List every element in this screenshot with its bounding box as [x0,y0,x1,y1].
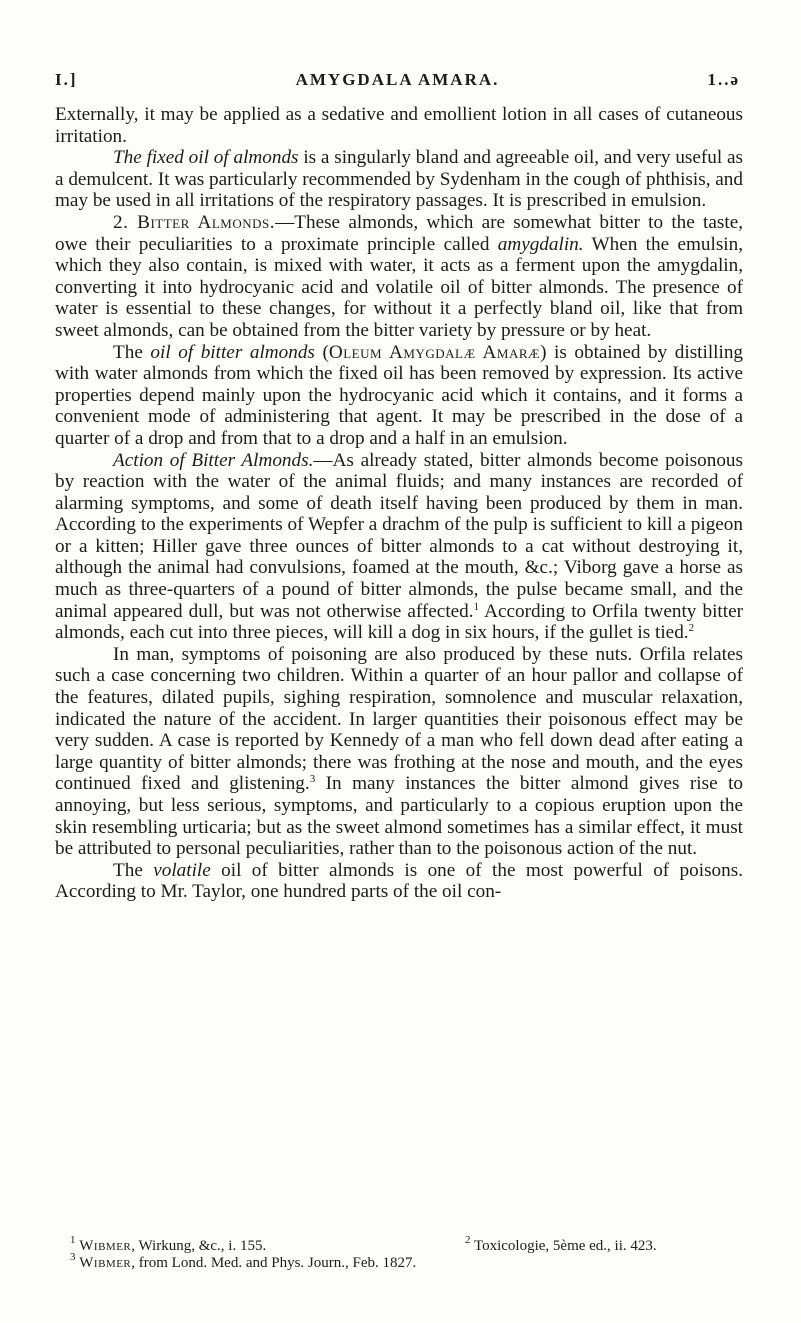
page-title: AMYGDALA AMARA. [295,70,500,89]
emphasis-oil-bitter-almonds: oil of bitter almonds [150,341,315,363]
paragraph-fixed-oil: The fixed oil of almonds is a singularly bland and agreeable oil, and very useful as a demulcent. It was particularly recommended by Sydenham in the cough of phthisis, and may be used in all irritations of the respiratory passages. It is prescribed in emulsion. [55,147,743,212]
footnote-ref[interactable]: 2 [688,622,695,635]
footnote-3: $^3$ Wibmer, from Lond. Med. and Phys. Journ., Feb. 1827. [70,1251,417,1271]
paragraph-volatile-oil: The volatile oil of bitter almonds is one of the most powerful of poisons. According to Mr. Taylor, one hundred parts of the oil con- [55,859,743,903]
paragraph-action: Action of Bitter Almonds.—As already stated, bitter almonds become poisonous by reaction with the water of the animal fluids; and many instances are recorded of alarming symptoms, and some of death itself having been produced by them in man. According to the experiments of Wepfer a drachm of the pulp is sufficient to kill a pigeon or a kitten; Hiller gave three ounces of bitter almonds to a cat without destroying it, although the animal had convulsions, foamed at the mouth, &c.; Viborg gave a horse as much as three-quarters of a pound of bitter almonds, the pulse became small, and the animal appeared dull, but was not otherwise affected.$^1$ According to Orfila twenty bitter almonds, each cut into three pieces, will kill a dog in six hours, if the gullet is tied.$^2$ [55,449,743,644]
footnote-row [70,1234,750,1255]
footnote-row [70,1251,750,1272]
main-text [55,104,743,903]
latin-name: Oleum Amygdalæ Amaræ [328,341,541,363]
page-number: 1..ə [707,70,740,89]
paragraph-oil-of-bitter-almonds: The oil of bitter almonds (Oleum Amygdalæ Amaræ) is obtained by distilling with water almonds from which the fixed oil has been removed by expression. Its active properties depend mainly upon the hydrocyanic acid which it contains, and it forms a convenient mode of administering that agent. It may be prescribed in the dose of a quarter of a drop and from that to a drop and a half in an emulsion. [55,341,744,449]
section-heading: 2. Bitter Almonds. [113,211,276,233]
emphasis-amygdalin: amygdalin. [497,233,584,255]
running-header [55,70,740,96]
emphasis-fixed-oil: The fixed oil of almonds [113,147,299,169]
footnote-ref[interactable]: 1 [473,600,480,613]
paragraph-external-use: Externally, it may be applied as a sedative and emollient lotion in all cases of cutaneous irritation. [55,104,743,147]
subheading-action: Action of Bitter Almonds. [113,449,314,471]
paragraph-bitter-almonds: 2. Bitter Almonds.—These almonds, which are somewhat bitter to the taste, owe their peculiarities to a proximate principle called amygdalin. When the emulsin, which they also contain, is mixed with water, it acts as a ferment upon the amygdalin, converting it into hydrocyanic acid and volatile oil of bitter almonds. The presence of water is essential to these changes, for without it a perfectly bland oil, like that from sweet almonds, can be obtained from the bitter variety by pressure or by heat. [55,211,744,341]
footnote-ref[interactable]: 3 [309,773,316,786]
footnote-2: $^2$ Toxicologie, 5ème ed., ii. 423. [465,1234,657,1254]
emphasis-volatile: volatile [153,859,211,881]
paragraph-poisoning-in-man: In man, symptoms of poisoning are also produced by these nuts. Orfila relates such a case concerning two children. Within a quarter of an hour pallor and collapse of the features, dilated pupils, sighing respiration, somnolence and muscular relaxation, indicated the nature of the accident. In larger quantities their poisonous effect may be very sudden. A case is reported by Kennedy of a man who fell down dead after eating a large quantity of bitter almonds; there was frothing at the nose and mouth, and the eyes continued fixed and glistening.$^3$ In many instances the bitter almond gives rise to annoying, but less serious, symptoms, and particularly to a copious eruption upon the skin resembling urticaria; but as the sweet almond sometimes has a similar effect, it must be attributed to personal peculiarities, rather than to the poisonous action of the nut. [55,643,743,860]
chapter-marker: I.] [55,70,78,89]
footnotes [70,1234,750,1272]
footnote-1: $^1$ Wibmer, Wirkung, &c., i. 155. [70,1234,267,1254]
